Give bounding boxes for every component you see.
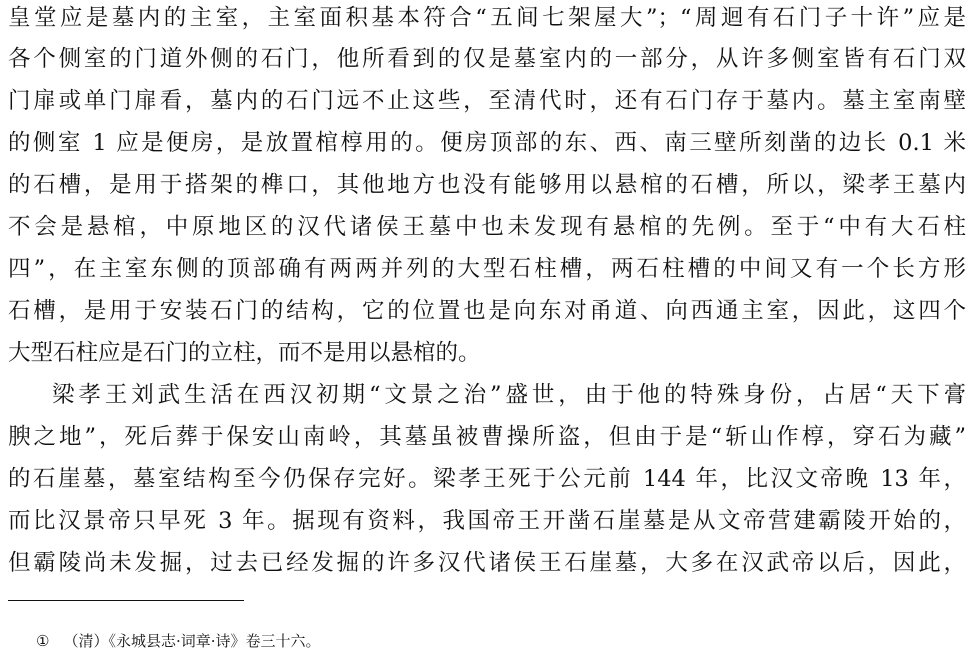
text-line: 皇堂应是墓内的主室，主室面积基本符合“五间七架屋大”；“周迴有石门子十许”应是 bbox=[8, 5, 966, 31]
text-line: 腴之地”，死后葬于保安山南岭，其墓虽被曹操所盗，但由于是“斩山作椁，穿石为藏” bbox=[8, 424, 966, 450]
footnote-marker: ① bbox=[36, 632, 50, 650]
text-line: 各个侧室的门道外侧的石门，他所看到的仅是墓室内的一部分，从许多侧室皆有石门双 bbox=[8, 46, 966, 72]
text-line: 石槽，是用于安装石门的结构，它的位置也是向东对甬道、向西通主室，因此，这四个 bbox=[8, 298, 966, 324]
text-line: 不会是悬棺，中原地区的汉代诸侯王墓中也未发现有悬棺的先例。至于“中有大石柱 bbox=[8, 214, 966, 240]
footnote-separator bbox=[8, 600, 244, 601]
text-line: 四”，在主室东侧的顶部确有两两并列的大型石柱槽，两石柱槽的中间又有一个长方形 bbox=[8, 256, 966, 282]
text-line: 的侧室 1 应是便房，是放置棺椁用的。便房顶部的东、西、南三壁所刻凿的边长 0.1 米 bbox=[8, 130, 966, 156]
text-line-paragraph-end: 大型石柱应是石门的立柱，而不是用以悬棺的。 bbox=[8, 340, 481, 366]
text-line: 但霸陵尚未发掘，过去已经发掘的许多汉代诸侯王石崖墓，大多在汉武帝以后，因此， bbox=[8, 550, 966, 576]
text-line: 的石槽，是用于搭架的榫口，其他地方也没有能够用以悬棺的石槽，所以，梁孝王墓内 bbox=[8, 172, 966, 198]
footnote bbox=[36, 630, 321, 652]
text-line: 的石崖墓，墓室结构至今仍保存完好。梁孝王死于公元前 144 年，比汉文帝晚 13 年， bbox=[8, 466, 966, 492]
text-line: 门扉或单门扉看，墓内的石门远不止这些，至清代时，还有石门存于墓内。墓主室南壁 bbox=[8, 88, 966, 114]
footnote-text: （清）《永城县志·词章·诗》卷三十六。 bbox=[63, 632, 321, 650]
text-line: 而比汉景帝只早死 3 年。据现有资料，我国帝王开凿石崖墓是从文帝营建霸陵开始的， bbox=[8, 508, 966, 534]
text-line-paragraph-start: 梁孝王刘武生活在西汉初期“文景之治”盛世，由于他的特殊身份，占居“天下膏 bbox=[52, 382, 966, 408]
